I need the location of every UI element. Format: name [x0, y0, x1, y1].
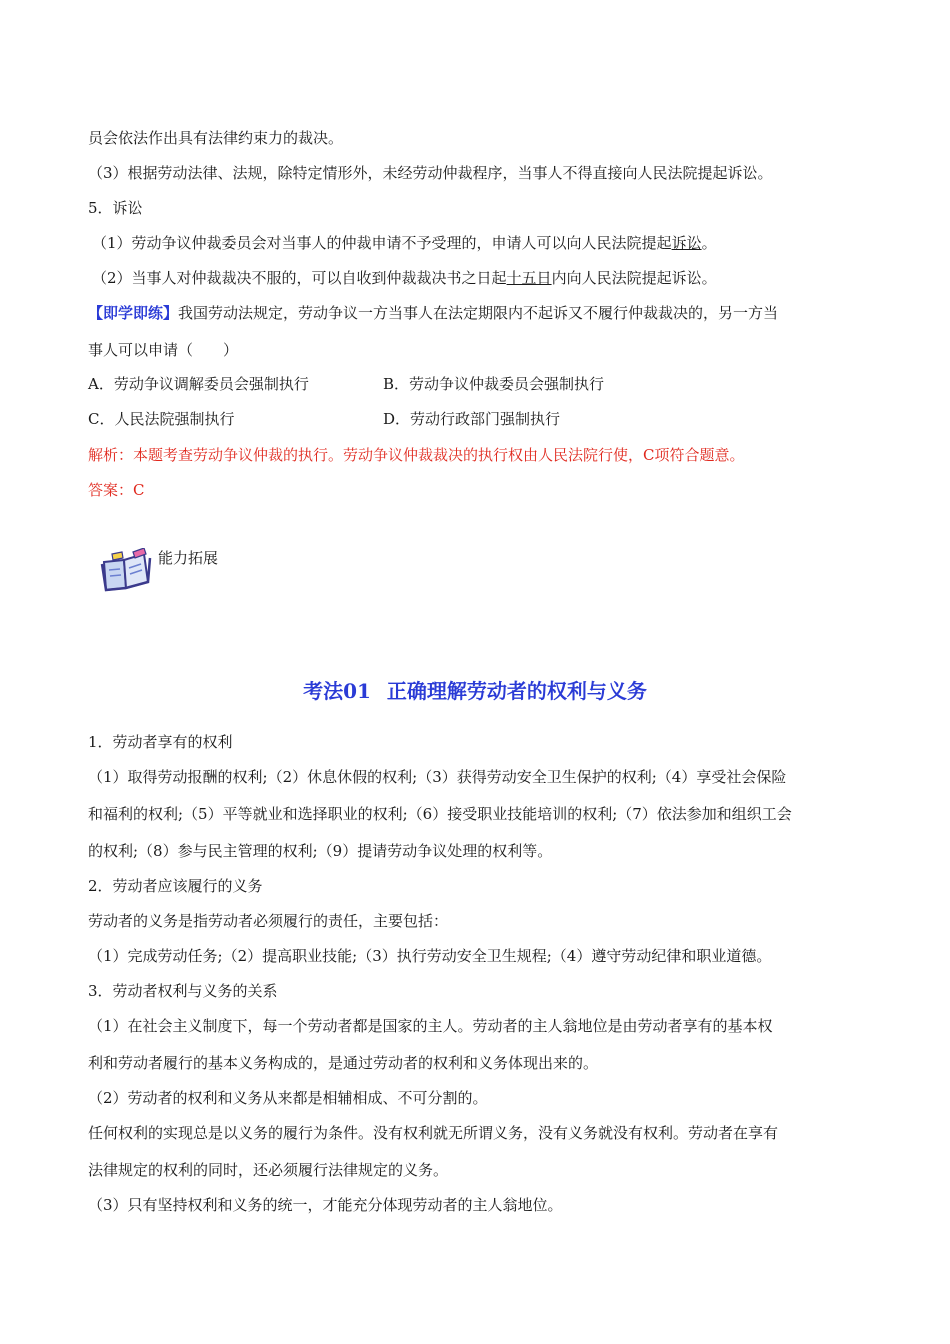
rights-title: 1．劳动者享有的权利 — [88, 733, 233, 751]
exercise-question-line-1: 【即学即练】我国劳动法规定，劳动争议一方当事人在法定期限内不起诉又不履行仲裁裁决的，另一方当 — [88, 304, 779, 322]
analysis-text: 解析：本题考查劳动争议仲裁的执行。劳动争议仲裁裁决的执行权由人民法院行使，C项符合题意。 — [88, 446, 745, 464]
relation-p1-line-2: 利和劳动者履行的基本义务构成的，是通过劳动者的权利和义务体现出来的。 — [88, 1054, 599, 1072]
underlined-term: 诉讼 — [671, 234, 702, 252]
relation-p2: （2）劳动者的权利和义务从来都是相辅相成、不可分割的。 — [88, 1089, 488, 1107]
kaofa-title: 正确理解劳动者的权利与义务 — [386, 679, 647, 703]
kaofa-heading — [0, 678, 950, 704]
litigation-title: 5．诉讼 — [88, 199, 143, 217]
arbitration-line-2: （3）根据劳动法律、法规，除特定情形外，未经劳动仲裁程序，当事人不得直接向人民法院提起诉讼。 — [88, 164, 773, 182]
duties-line-1: （1）完成劳动任务;（2）提高职业技能;（3）执行劳动安全卫生规程;（4）遵守劳动纪律和职业道德。 — [88, 947, 772, 965]
relation-p1-line-1: （1）在社会主义制度下，每一个劳动者都是国家的主人。劳动者的主人翁地位是由劳动者享有的基本权 — [88, 1017, 773, 1035]
rights-line-3: 的权利;（8）参与民主管理的权利;（9）提请劳动争议处理的权利等。 — [88, 842, 553, 860]
section-label: 能力拓展 — [158, 549, 219, 567]
relation-p3-line-1: 任何权利的实现总是以义务的履行为条件。没有权利就无所谓义务，没有义务就没有权利。劳动者在享有 — [88, 1124, 779, 1142]
relation-title: 3．劳动者权利与义务的关系 — [88, 982, 278, 1000]
relation-p3-line-2: 法律规定的权利的同时，还必须履行法律规定的义务。 — [88, 1161, 449, 1179]
arbitration-line-1: 员会依法作出具有法律约束力的裁决。 — [88, 129, 344, 147]
rights-line-1: （1）取得劳动报酬的权利;（2）休息休假的权利;（3）获得劳动安全卫生保护的权利;（4）享受社会保险 — [88, 768, 787, 786]
exercise-tag: 【即学即练】 — [88, 304, 179, 322]
duties-intro: 劳动者的义务是指劳动者必须履行的责任，主要包括： — [88, 912, 449, 930]
litigation-item-1: （1）劳动争议仲裁委员会对当事人的仲裁申请不予受理的，申请人可以向人民法院提起诉讼。 — [92, 234, 717, 252]
relation-p4: （3）只有坚持权利和义务的统一，才能充分体现劳动者的主人翁地位。 — [88, 1196, 563, 1214]
exercise-question-line-2: 事人可以申请（ ） — [88, 341, 239, 359]
option-b: B．劳动争议仲裁委员会强制执行 — [383, 375, 605, 393]
option-d: D．劳动行政部门强制执行 — [383, 410, 561, 428]
litigation-item-2: （2）当事人对仲裁裁决不服的，可以自收到仲裁裁决书之日起十五日内向人民法院提起诉讼。 — [92, 269, 717, 287]
answer-text: 答案：C — [88, 481, 145, 499]
rights-line-2: 和福利的权利;（5）平等就业和选择职业的权利;（6）接受职业技能培训的权利;（7）依法参加和组织工会 — [88, 805, 792, 823]
open-book-icon — [100, 548, 152, 592]
kaofa-tag: 考法01 — [303, 679, 371, 703]
option-c: C．人民法院强制执行 — [88, 410, 235, 428]
duties-title: 2．劳动者应该履行的义务 — [88, 877, 263, 895]
option-a: A．劳动争议调解委员会强制执行 — [88, 375, 309, 393]
underlined-term: 十五日 — [506, 269, 552, 287]
